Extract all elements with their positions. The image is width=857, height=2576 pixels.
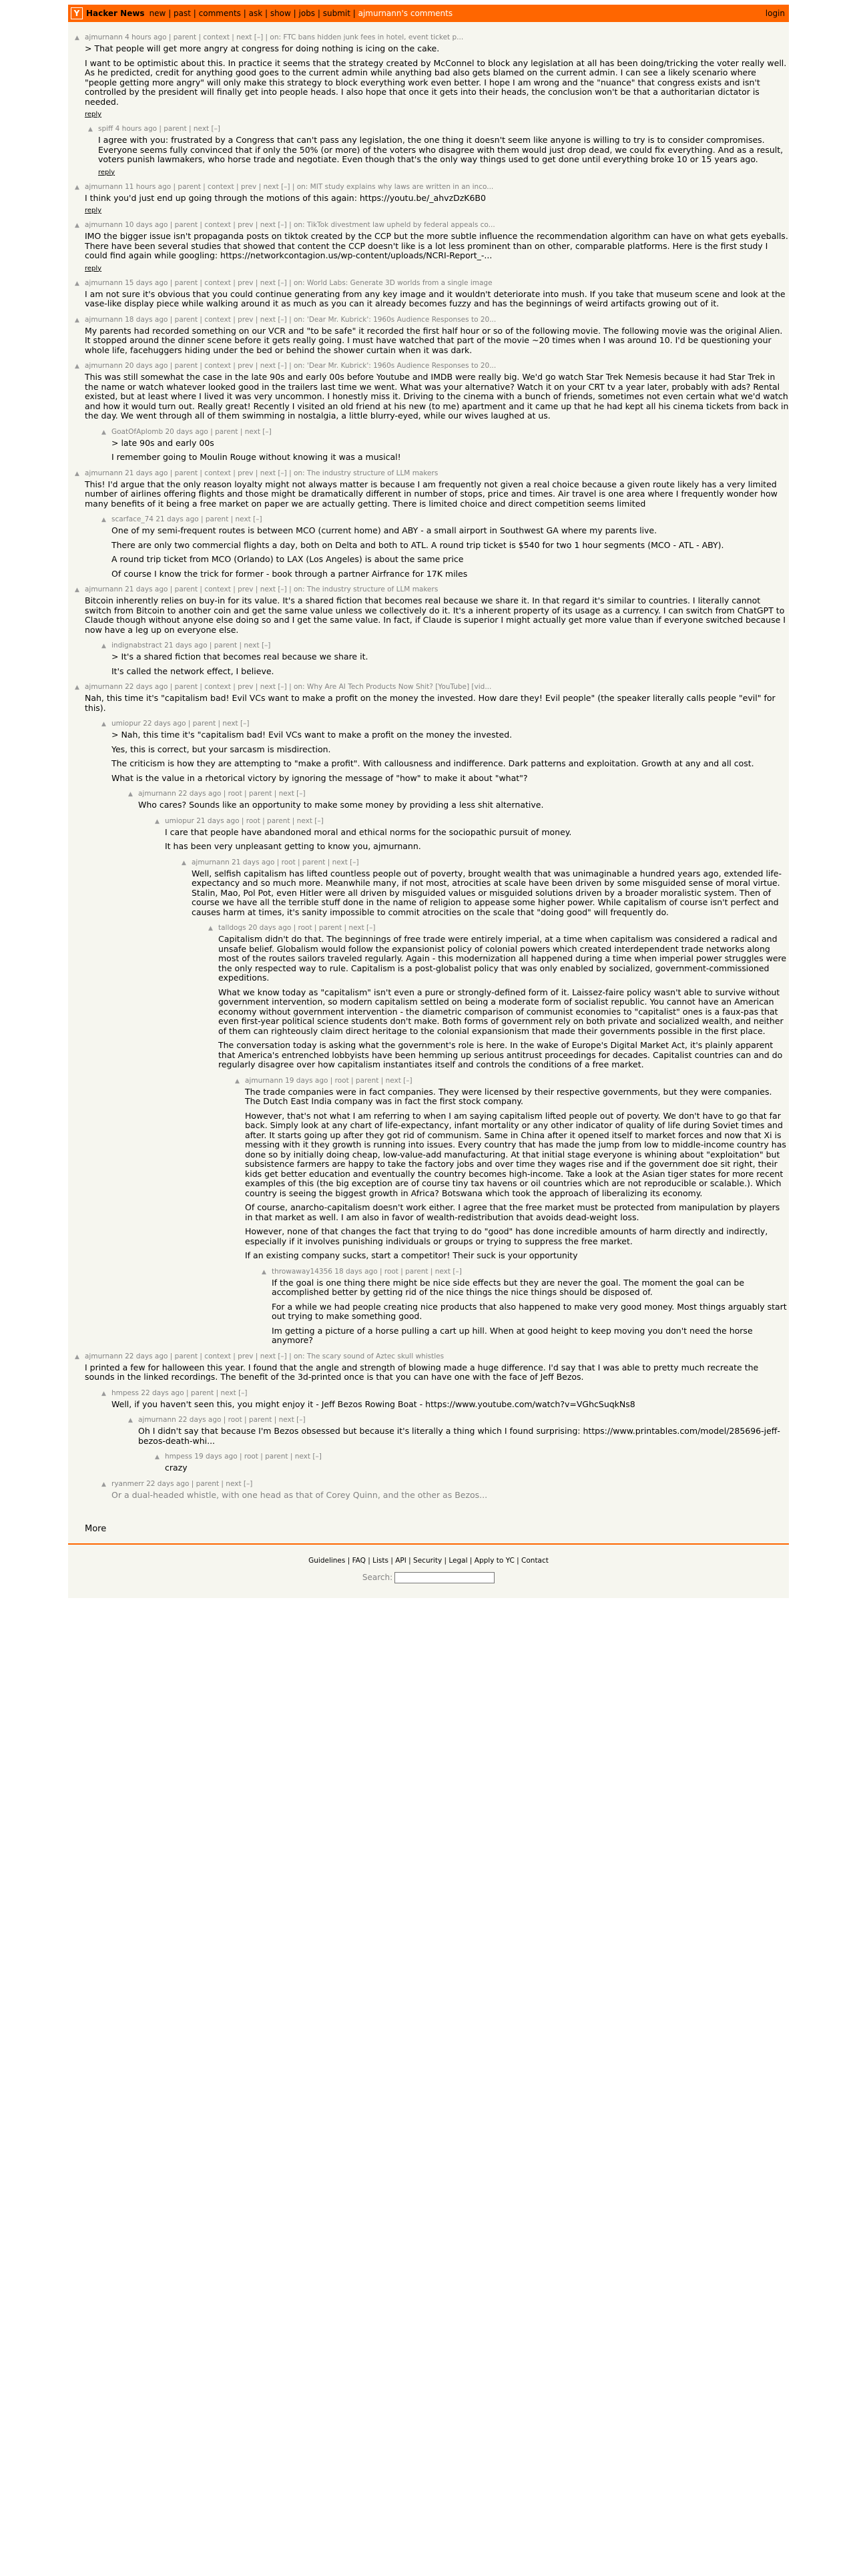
nav-links: new | past | comments | ask | show | jobs | submit | ajmurnann's comments xyxy=(149,9,453,18)
footer-link-5[interactable]: Legal xyxy=(449,1557,468,1565)
comment-age[interactable]: 19 days ago xyxy=(285,1076,328,1085)
comment-age[interactable]: 11 hours ago xyxy=(125,182,172,191)
comment-age[interactable]: 15 days ago xyxy=(125,278,168,287)
comment xyxy=(68,585,789,635)
comment xyxy=(68,858,789,918)
comment-paragraph: I care that people have abandoned moral and ethical norms for the sociopathic pursuit of money. xyxy=(165,826,572,837)
comment-paragraph: I think you'd just end up going through the motions of this again: https://youtu.be/_ahvzDzK6B0 xyxy=(85,192,486,203)
comment-paragraph: What we know today as "capitalism" isn't even a pure or strongly-defined form of it. Laissez-faire policy wasn't able to survive without government intervention, so modern capitalism settled on being a moderate form of socialist republic. You cannot have an American economy without government intervention - the diametric comparison of communist economies to "capitalist" ones is a faux-pas that even first-year political science students don't make. Both forms of government rely on both private and socialized wealth, and neither of them can righteously claim direct heritage to the colonial expansionism that made their governments possible in the first place. xyxy=(218,987,784,1036)
comment-body xyxy=(111,652,789,676)
comment-list xyxy=(68,22,789,1507)
upvote-icon[interactable]: ▲ xyxy=(88,126,93,133)
comment xyxy=(68,1267,789,1346)
comment-user[interactable]: spiff xyxy=(98,125,113,133)
comment xyxy=(68,33,789,118)
upvote-icon[interactable]: ▲ xyxy=(208,925,213,932)
comment-paragraph: However, none of that changes the fact that trying to do "good" has done incredible amounts of harm directly and indirectly, especially if it involves punishing individuals or groups or trying to suppress the free market. xyxy=(245,1226,768,1246)
comment-age[interactable]: 22 days ago xyxy=(178,1416,222,1424)
comment-header xyxy=(85,315,789,324)
comment xyxy=(68,1415,789,1446)
comment-header xyxy=(165,1452,789,1461)
comment-body xyxy=(111,526,789,579)
nav-link-1[interactable]: past xyxy=(174,9,191,18)
comment-header xyxy=(85,585,789,594)
search-area xyxy=(68,1572,789,1583)
nav-link-6[interactable]: submit xyxy=(322,9,350,18)
login-link[interactable]: login xyxy=(765,9,785,18)
comment-paragraph: If an existing company sucks, start a competitor! Their suck is your opportunity xyxy=(245,1250,578,1260)
comment-header xyxy=(85,33,789,42)
comment-paragraph: One of my semi-frequent routes is between MCO (current home) and ABY - a small airport in Southwest GA where my parents live. xyxy=(111,525,657,535)
comment-age[interactable]: 10 days ago xyxy=(125,221,168,229)
comment-paragraph: Of course, anarcho-capitalism doesn't work either. I agree that the free market must be protected from manipulation by players in that market as well. I am also in favor of wealth-redistribution that avoids dead-weight loss. xyxy=(245,1202,780,1222)
comment-body xyxy=(218,935,789,1070)
comment-age[interactable]: 20 days ago xyxy=(125,362,168,370)
comment-body xyxy=(85,44,789,107)
upvote-icon[interactable]: ▲ xyxy=(155,818,160,825)
comment-body xyxy=(85,194,789,204)
comment-age[interactable]: 4 hours ago xyxy=(115,125,158,133)
nav-link-4[interactable]: show xyxy=(270,9,291,18)
comment xyxy=(68,719,789,783)
reply-link[interactable]: reply xyxy=(85,264,102,272)
comment-paragraph: My parents had recorded something on our VCR and "to be safe" it recorded the first half hour or so of the following movie. The following movie was the original Alien. It stopped around the dinner scene before it gets really going. I must have watched that part of the movie ~20 times when I was around 10. I'd be questioning your whole life, facehuggers hiding under the bed or behind the shower curtain when it was dark. xyxy=(85,325,783,355)
comment-paragraph: Nah, this time it's "capitalism bad! Evil VCs want to make a profit on the money the invested. How dare they! Evil people" (the speaker literally calls people "evil" for this). xyxy=(85,693,776,713)
comment-links[interactable]: | parent | next [–] xyxy=(209,641,271,650)
upvote-icon[interactable]: ▲ xyxy=(75,316,79,324)
comment-paragraph: Of course I know the trick for former - book through a partner Airfrance for 17K miles xyxy=(111,568,468,579)
comment xyxy=(68,1388,789,1410)
upvote-icon[interactable]: ▲ xyxy=(75,587,79,593)
comment xyxy=(68,278,789,309)
comment-body xyxy=(85,480,789,509)
nav-link-3[interactable]: ask xyxy=(248,9,263,18)
comment-links[interactable]: | parent | context | prev | next [–] | on: MIT study explains why laws are written in an inco... xyxy=(173,182,494,191)
comment-body xyxy=(85,694,789,713)
comment-user[interactable]: hmpess xyxy=(165,1453,192,1461)
comment xyxy=(68,427,789,463)
upvote-icon[interactable]: ▲ xyxy=(75,184,79,191)
upvote-icon[interactable]: ▲ xyxy=(235,1077,240,1085)
comment-body xyxy=(111,439,789,463)
comment-paragraph: Well, selfish capitalism has lifted countless people out of poverty, brought wealth that was unimaginable a hundred years ago, extended life-expectancy and so much more. Meanwhile many, if not most, atrocities at scale have been driven by some misguided sense of moral virtue. Stalin, Mao, Pol Pot, even Hitler were all driven by misguided values or misguided solutions driven by a broader moralistic system. Then of course we have all the terrible stuff done in the name of religion to appease some higher power. While capitalism of course isn't perfect and causes harm at times, it's sanity impossible to commit atrocities on the scale that "doing good" will frequently do. xyxy=(192,868,782,917)
comment-links[interactable]: | parent | context | prev | next [–] | on: World Labs: Generate 3D worlds from a single image xyxy=(170,278,493,287)
comment-links[interactable]: | parent | next [–] xyxy=(188,720,250,728)
comment-links[interactable]: | root | parent | next [–] xyxy=(293,924,376,932)
comment xyxy=(68,1352,789,1382)
comment xyxy=(68,361,789,421)
comment-links[interactable]: | root | parent | next [–] xyxy=(241,816,324,825)
comment-links[interactable]: | parent | context | prev | next [–] | on: The industry structure of LLM makers xyxy=(170,469,439,477)
comment-links[interactable]: | parent | next [–] xyxy=(201,515,262,523)
upvote-icon[interactable]: ▲ xyxy=(75,222,79,229)
comment-paragraph: This! I'd argue that the only reason loyalty might not always matter is because I am frequently not given a real choice because a given route likely has a very limited number of airlines offering flights and those might be dramatically different in number of stops, price and times. Air travel is one area where I frequently wonder how many benefits of it being a free market on paper we are actually getting. There is limited choice and direct competition seems limited xyxy=(85,479,778,509)
upvote-icon[interactable]: ▲ xyxy=(155,1454,160,1461)
comment-links[interactable]: | root | parent | next [–] xyxy=(223,1416,306,1424)
comment-header xyxy=(85,469,789,478)
site-name[interactable]: Hacker News xyxy=(86,9,145,18)
comment-body xyxy=(111,1491,789,1501)
comment-paragraph: There are only two commercial flights a day, both on Delta and both to ATL. A round trip ticket is $540 for two 1 hour segments (MCO - ATL - ABY). xyxy=(111,539,724,550)
comment-body xyxy=(111,730,789,783)
comment-age[interactable]: 22 days ago xyxy=(143,720,186,728)
comment-user[interactable]: ajmurnann xyxy=(85,683,123,691)
upvote-icon[interactable]: ▲ xyxy=(128,1417,133,1424)
upvote-icon[interactable]: ▲ xyxy=(101,517,106,523)
comment-body xyxy=(272,1278,789,1346)
comment-body xyxy=(111,1400,789,1410)
comment-paragraph: The trade companies were in fact companies. They were licensed by their respective governments, but they were companies. The Dutch East India company was in fact the first stock company. xyxy=(245,1086,772,1106)
comment-user[interactable]: ajmurnann xyxy=(85,469,123,477)
upvote-icon[interactable]: ▲ xyxy=(128,791,133,798)
footer xyxy=(68,1543,789,1598)
comment-paragraph: For a while we had people creating nice products that also happened to make very good money. Most things arguably start out trying to make something good. xyxy=(272,1301,787,1321)
comment-paragraph: The conversation today is asking what the government's role is here. In the wake of Europe's Digital Market Act, it's plainly apparent that America's entrenched lobbyists have been hemming up serious antitrust proceedings for decades. Capitalist countries can and do regularly disagree over how capitalism instantiates itself and controls the conditions of a free market. xyxy=(218,1040,783,1069)
upvote-icon[interactable]: ▲ xyxy=(101,1390,106,1397)
comment-header xyxy=(111,427,789,437)
comment-paragraph: This was still somewhat the case in the late 90s and early 00s before Youtube and IMDB were really big. We'd go watch Star Trek Nemesis because it had Star Trek in the name or watch whatever looked good in the trailers last time we went. What was your alternative? Watch it on your CRT tv a year later, probably with ads? Rental existed, but at least where I lived it was very uncommon. I honestly miss it. Driving to the cinema with a bunch of friends, sometimes not even certain what we'd watch and how it would turn out. Really great! Recently I visited an old friend at his new (to me) apartment and it came up that he had kept all his cinema tickets from back in the day. We went through all of them swimming in nostalgia, a little blurry-eyed, while our wives laughed at us. xyxy=(85,372,789,421)
hn-page xyxy=(68,5,789,1598)
comment-paragraph: Who cares? Sounds like an opportunity to make some money by providing a less shit alternative. xyxy=(138,800,544,810)
comment-paragraph: I printed a few for halloween this year. I found that the angle and strength of blowing made a huge difference. I'd say that I was able to pretty much recreate the sounds in the linked recordings. The benefit of the 3d-printed once is that you can have one with the face of Jeff Bezos. xyxy=(85,1362,759,1382)
comment xyxy=(68,923,789,1070)
comment-header xyxy=(111,1479,789,1489)
comment-header xyxy=(85,361,789,370)
reply-link[interactable]: reply xyxy=(85,207,102,214)
comment xyxy=(68,789,789,810)
comment-user[interactable]: ryanmerr xyxy=(111,1479,144,1488)
comment xyxy=(68,682,789,713)
comment-age[interactable]: 22 days ago xyxy=(178,790,222,798)
nav-link-5[interactable]: jobs xyxy=(298,9,316,18)
comment-links[interactable]: | parent | context | prev | next [–] | on: The scary sound of Aztec skull whistles xyxy=(170,1352,445,1360)
comment-header xyxy=(111,641,789,650)
comment-links[interactable]: | root | parent | next [–] xyxy=(379,1267,462,1276)
comment-paragraph: I remember going to Moulin Rouge without knowing it was a musical! xyxy=(111,452,401,462)
comment xyxy=(68,315,789,356)
comment-user[interactable]: ajmurnann xyxy=(85,278,123,287)
comment-user[interactable]: ajmurnann xyxy=(192,858,230,866)
comment xyxy=(68,1076,789,1261)
comment-paragraph: crazy xyxy=(165,1463,188,1473)
search-input[interactable] xyxy=(394,1572,495,1583)
comment-paragraph: However, that's not what I am referring to when I am saying capitalism lifted people out of poverty. We don't have to go that far back. Simply look at any chart of life-expectancy, infant mortality or any other indicator of quality of life during Soviet times and after. It starts going up after they got rid of communism. Same in China after it opened itself to market forces and now that Xi is messing with it they growth is running into issues. Every country that has made the jump from low to middle-income country has done so by initially doing cheap, low-value-add manufacturing. At that initial stage everyone is whining about "exploitation" but subsistence farmers are happy to take the factory jobs and over time they wages rise and if the government doe sit right, their kids get better education and eventually the country becomes high-income. Take a look at the Asian tiger states for more recent examples of this (the big exception are of course tiny tax havens or oil countries which are not reproducible or scalable.). Which country is seeing the biggest growth in Africa? Botswana which took the approach of liberalizing its economy. xyxy=(245,1110,786,1198)
comment-age[interactable]: 4 hours ago xyxy=(125,33,167,41)
upvote-icon[interactable]: ▲ xyxy=(101,643,106,650)
footer-link-2[interactable]: Lists xyxy=(372,1557,388,1565)
comment-links[interactable]: | parent | context | prev | next [–] | on: 'Dear Mr. Kubrick': 1960s Audience Responses to 20... xyxy=(170,362,497,370)
comment-paragraph: Well, if you haven't seen this, you might enjoy it - Jeff Bezos Rowing Boat - https://www.youtube.com/watch?v=VGhcSuqkNs8 xyxy=(111,1398,635,1409)
upvote-icon[interactable]: ▲ xyxy=(75,684,79,691)
comment-age[interactable]: 22 days ago xyxy=(125,683,168,691)
comment-paragraph: Or a dual-headed whistle, with one head as that of Corey Quinn, and the other as Bezos... xyxy=(111,1489,488,1500)
comment-age[interactable]: 20 days ago xyxy=(165,427,208,436)
comment-paragraph: A round trip ticket from MCO (Orlando) to LAX (Los Angeles) is about the same price xyxy=(111,554,464,564)
comment-user[interactable]: ajmurnann xyxy=(85,1352,123,1360)
comment-header xyxy=(218,923,789,933)
upvote-icon[interactable]: ▲ xyxy=(262,1268,266,1276)
comment-paragraph: > Nah, this time it's "capitalism bad! Evil VCs want to make a profit on the money the invested. xyxy=(111,730,513,740)
comment-body xyxy=(85,372,789,421)
comment-header xyxy=(85,682,789,692)
comment-paragraph: Yes, this is correct, but your sarcasm is misdirection. xyxy=(111,744,331,754)
comment-links[interactable]: | root | parent | next [–] xyxy=(330,1076,412,1085)
nav-link-0[interactable]: new xyxy=(149,9,166,18)
upvote-icon[interactable]: ▲ xyxy=(75,363,79,370)
top-bar xyxy=(68,5,789,22)
comment-header xyxy=(111,515,789,524)
comment-age[interactable]: 21 days ago xyxy=(164,641,208,650)
comment-user[interactable]: ajmurnann xyxy=(245,1076,283,1085)
comment-paragraph: IMO the bigger issue isn't propaganda posts on tiktok created by the CCP but the more subtle influence the recommendation algorithm can have on what gets eyeballs. There have been several studies that showed that content the CCP doesn't like is a lot less prominent than on other, comparable platforms. Here is the first study I could find again while googling: https://networkcontagion.us/wp-content/uploads/NCRI-Report_-... xyxy=(85,231,788,260)
comment-user[interactable]: umiopur xyxy=(111,720,141,728)
comment-body xyxy=(245,1087,789,1261)
reply-link[interactable]: reply xyxy=(98,168,115,176)
comment-user[interactable]: ajmurnann xyxy=(138,790,176,798)
comment-user[interactable]: indignabstract xyxy=(111,641,162,650)
comment-age[interactable]: 18 days ago xyxy=(334,1267,378,1276)
comment xyxy=(68,515,789,579)
comment-age[interactable]: 22 days ago xyxy=(146,1479,190,1488)
comment-user[interactable]: ajmurnann xyxy=(85,315,123,324)
comment-header xyxy=(165,816,789,826)
comment xyxy=(68,220,789,272)
footer-link-3[interactable]: API xyxy=(395,1557,406,1565)
comment-age[interactable]: 22 days ago xyxy=(141,1388,184,1397)
comment-header xyxy=(138,1415,789,1425)
footer-link-0[interactable]: Guidelines xyxy=(308,1557,346,1565)
comment-header xyxy=(138,789,789,798)
comment-body xyxy=(85,232,789,261)
comment xyxy=(68,469,789,509)
comment-paragraph: I am not sure it's obvious that you could continue generating from any key image and it wouldn't deteriorate into mush. If you take that museum scene and look at the vase-like display piece while walking around it as much as you can it already becomes fuzzy and has the beginnings of weird artifacts growing out of it. xyxy=(85,288,786,308)
comment-header xyxy=(85,182,789,192)
comment-body xyxy=(138,1427,789,1446)
comment-user[interactable]: hmpess xyxy=(111,1388,139,1397)
comment-age[interactable]: 18 days ago xyxy=(125,315,168,324)
comment-links[interactable]: | root | parent | next [–] xyxy=(276,858,359,866)
comment-header xyxy=(111,719,789,728)
comment-user[interactable]: ajmurnann xyxy=(85,221,123,229)
comment-header xyxy=(272,1267,789,1276)
comment-body xyxy=(85,290,789,309)
comment-paragraph: Oh I didn't say that because I'm Bezos obsessed but because it's literally a thing which I found surprising: https://www.printables.com/model/285696-jeff-bezos-death-whi... xyxy=(138,1426,780,1446)
upvote-icon[interactable]: ▲ xyxy=(75,280,79,287)
comment-age[interactable]: 20 days ago xyxy=(248,924,292,932)
comment-user[interactable]: talldogs xyxy=(218,924,246,932)
comment xyxy=(68,124,789,176)
comment-header xyxy=(85,278,789,288)
comment-links[interactable]: | parent | next [–] xyxy=(159,125,220,133)
comment-body xyxy=(165,1463,789,1473)
comment-header xyxy=(85,220,789,230)
comment-body xyxy=(85,326,789,356)
upvote-icon[interactable]: ▲ xyxy=(101,429,106,436)
search-label: Search: xyxy=(362,1573,393,1582)
comment-links[interactable]: | parent | context | prev | next [–] | on: TikTok divestment law upheld by federal appeals co... xyxy=(170,221,495,229)
comment-user[interactable]: ajmurnann xyxy=(85,362,123,370)
comment-header xyxy=(98,124,789,134)
comment-links[interactable]: | root | parent | next [–] xyxy=(223,790,306,798)
comment-paragraph: The criticism is how they are attempting to "make a profit". With callousness and indifference. Dark patterns and exploitation. Growth at any and all cost. xyxy=(111,758,754,768)
comment-links[interactable]: | parent | context | next [–] | on: FTC bans hidden junk fees in hotel, event ticket p... xyxy=(168,33,464,41)
comment-user[interactable]: ajmurnann xyxy=(85,182,123,191)
upvote-icon[interactable]: ▲ xyxy=(75,1353,79,1360)
comment-age[interactable]: 21 days ago xyxy=(125,469,168,477)
comment-age[interactable]: 21 days ago xyxy=(232,858,275,866)
comment-links[interactable]: | parent | context | prev | next [–] | on: 'Dear Mr. Kubrick': 1960s Audience Responses to 20... xyxy=(170,315,497,324)
comment-paragraph: What is the value in a rhetorical victory by ignoring the message of "how" to make it about "what"? xyxy=(111,772,528,783)
comment-body xyxy=(98,136,789,165)
footer-link-7[interactable]: Contact xyxy=(521,1557,549,1565)
upvote-icon[interactable]: ▲ xyxy=(182,859,186,866)
comment-paragraph: Im getting a picture of a horse pulling a cart up hill. When at good height to keep moving you don't need the horse anymore? xyxy=(272,1325,753,1345)
comment-paragraph: I agree with you: frustrated by a Congress that can't pass any legislation, the one thing it doesn't seem like anyone is willing to try is to consider compromises. Everyone seems fully convinced that if only the 50% (or more) of the voters who disagree with them would just drop dead, we could fix everything. And as a result, voters punish lawmakers, who horse trade and negotiate. Even though that's the only way things used to get done until everything broke 10 or 15 years ago. xyxy=(98,135,784,164)
comment-user[interactable]: GoatOfAplomb xyxy=(111,427,164,436)
comment-user[interactable]: ajmurnann xyxy=(85,33,123,41)
comment-header xyxy=(192,858,789,867)
comment xyxy=(68,1479,789,1501)
y-logo-icon[interactable]: Y xyxy=(71,7,83,19)
upvote-icon[interactable]: ▲ xyxy=(75,470,79,477)
comment-user[interactable]: throwaway14356 xyxy=(272,1267,332,1276)
comment-body xyxy=(192,869,789,918)
comment xyxy=(68,182,789,215)
upvote-icon[interactable]: ▲ xyxy=(101,1481,106,1488)
comment-body xyxy=(85,1363,789,1382)
comment-links[interactable]: | parent | context | prev | next [–] | on: Why Are AI Tech Products Now Shit? [YouTube] [vid... xyxy=(170,683,492,691)
nav-user-comments[interactable]: ajmurnann's comments xyxy=(358,9,453,18)
comment-links[interactable]: | parent | next [–] xyxy=(186,1388,248,1397)
footer-link-1[interactable]: FAQ xyxy=(352,1557,366,1565)
comment-body xyxy=(165,828,789,852)
comment-user[interactable]: umiopur xyxy=(165,816,194,825)
comment-links[interactable]: | root | parent | next [–] xyxy=(239,1453,322,1461)
reply-link[interactable]: reply xyxy=(85,111,102,118)
comment-links[interactable]: | parent | context | prev | next [–] | on: The industry structure of LLM makers xyxy=(170,585,439,593)
comment-links[interactable]: | parent | next [–] xyxy=(191,1479,253,1488)
comment-age[interactable]: 22 days ago xyxy=(125,1352,168,1360)
comment-user[interactable]: ajmurnann xyxy=(85,585,123,593)
comment-age[interactable]: 21 days ago xyxy=(196,816,240,825)
comment-paragraph: > late 90s and early 00s xyxy=(111,437,214,448)
comment-header xyxy=(85,1352,789,1361)
comment-age[interactable]: 21 days ago xyxy=(156,515,199,523)
comment-paragraph: Bitcoin inherently relies on buy-in for its value. It's a shared fiction that becomes real because we share it. In that regard it's similar to countries. I literally cannot switch from Bitcoin to another coin and get the same value unless we collectively do it. It's a inherent property of its usage as a currency. I can switch from ChatGPT to Claude though without anyone else doing so and I get the same value. In fact, if Claude is superior I might actually get more value than if everyone switched because I now have a leg up on everyone else. xyxy=(85,595,786,635)
comment-paragraph: If the goal is one thing there might be nice side effects but they are never the goal. The moment the goal can be accomplished better by getting rid of the nice things the nice things should be disposed of. xyxy=(272,1277,745,1297)
comment-header xyxy=(245,1076,789,1085)
comment xyxy=(68,1452,789,1473)
upvote-icon[interactable]: ▲ xyxy=(101,721,106,728)
comment-paragraph: It's called the network effect, I believe. xyxy=(111,666,274,676)
comment-user[interactable]: ajmurnann xyxy=(138,1416,176,1424)
footer-links: Guidelines | FAQ | Lists | API | Security | Legal | Apply to YC | Contact xyxy=(308,1557,549,1565)
comment xyxy=(68,816,789,852)
comment-age[interactable]: 21 days ago xyxy=(125,585,168,593)
comment-links[interactable]: | parent | next [–] xyxy=(210,427,272,436)
comment-header xyxy=(111,1388,789,1398)
footer-link-4[interactable]: Security xyxy=(413,1557,443,1565)
comment-body xyxy=(138,800,789,810)
more-link[interactable]: More xyxy=(85,1524,107,1534)
comment-body xyxy=(85,596,789,635)
comment-age[interactable]: 19 days ago xyxy=(194,1453,238,1461)
nav-link-2[interactable]: comments xyxy=(198,9,241,18)
footer-link-6[interactable]: Apply to YC xyxy=(474,1557,515,1565)
comment-user[interactable]: scarface_74 xyxy=(111,515,154,523)
comment-paragraph: Capitalism didn't do that. The beginnings of free trade were entirely imperial, at a time when capitalism was considered a radical and unsafe belief. Globalism would follow the expansionist policy of colonial powers which created interdependent trade networks along most of the routes sailors traveled regularly. Again - this modernization all happened during a time when imperial power struggles were the only respected way to rule. Capitalism is a post-globalist policy that was only enabled by socialized, government-commissioned expeditions. xyxy=(218,934,787,983)
comment-paragraph: It has been very unpleasant getting to know you, ajmurnann. xyxy=(165,841,421,851)
upvote-icon[interactable]: ▲ xyxy=(75,35,79,41)
comment-paragraph: I want to be optimistic about this. In practice it seems that the strategy created by McConnel to block any legislation at all has been doing/tricking the voter really well. As he predicted, credit for anything good goes to the current admin while anything bad also gets blamed on the current admin. I can see a likely scenario where "people getting more angry" will only make this strategy to block everything work even better. I hope I am wrong and the "nuance" that congress exists and isn't controlled by the president will finally get into people heads. I also hope that once it gets into their heads, the conclusion won't be that a authoritarian dictator is needed. xyxy=(85,57,787,107)
comment-paragraph: > It's a shared fiction that becomes real because we share it. xyxy=(111,652,368,662)
comment-paragraph: > That people will get more angry at congress for doing nothing is icing on the cake. xyxy=(85,43,440,53)
comment xyxy=(68,641,789,676)
